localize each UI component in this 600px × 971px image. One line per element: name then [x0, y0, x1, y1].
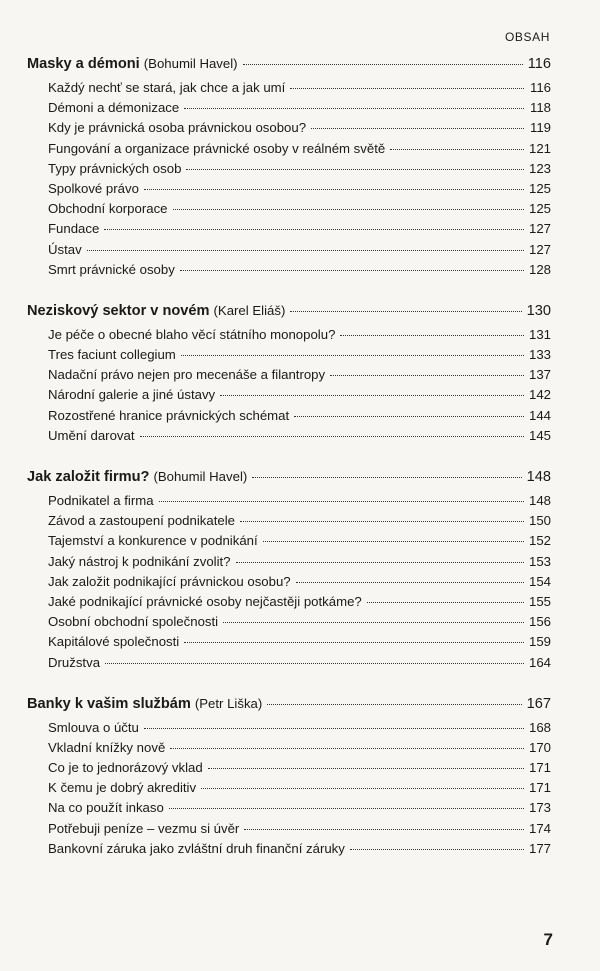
subsection-page-number: 125: [528, 201, 551, 217]
chapter-title: Masky a démoni: [27, 56, 140, 72]
toc-subsection-entry: [48, 841, 551, 861]
dot-leader: [105, 663, 524, 664]
toc-section: [0, 56, 600, 282]
subsection-title: Jaký nástroj k podnikání zvolit?: [48, 553, 231, 569]
subsection-page-number: 148: [528, 493, 551, 508]
toc-chapter-entry: [27, 303, 551, 327]
subsection-page-number: 127: [528, 241, 551, 257]
subsection-page-number: 159: [528, 634, 551, 650]
chapter-page-number: 148: [526, 469, 551, 485]
dot-leader: [184, 642, 524, 643]
toc-subsection-entry: [48, 493, 551, 513]
subsection-title: Tajemství a konkurence v podnikání: [48, 533, 258, 549]
subsection-page-number: 127: [528, 221, 551, 237]
chapter-author: (Bohumil Havel): [153, 469, 248, 484]
chapter-title: Banky k vašim službám: [27, 695, 191, 712]
toc-subsection-entry: [48, 347, 551, 367]
subsection-page-number: 171: [528, 760, 551, 776]
dot-leader: [184, 108, 524, 109]
toc-subsection-entry: [48, 80, 551, 100]
toc-section: [0, 303, 600, 448]
subsection-title: Závod a zastoupení podnikatele: [48, 513, 235, 529]
dot-leader: [340, 335, 524, 336]
toc-subsection-entry: [48, 760, 551, 780]
dot-leader: [243, 64, 523, 65]
toc-subsection-entry: [48, 780, 551, 800]
dot-leader: [267, 704, 521, 705]
toc-subsection-entry: [48, 161, 551, 181]
chapter-author: (Karel Eliáš): [213, 302, 286, 318]
chapter-author: (Petr Liška): [194, 695, 263, 711]
chapter-title: Neziskový sektor v novém: [27, 302, 210, 319]
subsection-page-number: 153: [528, 553, 551, 569]
subsection-title: Každý nechť se stará, jak chce a jak umí: [48, 80, 286, 95]
toc-section: [0, 696, 600, 861]
toc-subsection-entry: [48, 614, 551, 634]
subsection-page-number: 116: [529, 80, 551, 95]
toc-subsection-entry: [48, 740, 551, 760]
subsection-page-number: 170: [528, 739, 551, 755]
dot-leader: [350, 849, 524, 850]
dot-leader: [290, 88, 524, 89]
subsection-title: Umění darovat: [48, 427, 135, 443]
subsection-title: Osobní obchodní společnosti: [48, 614, 219, 630]
subsection-page-number: 137: [528, 367, 551, 383]
toc-subsection-entry: [48, 800, 551, 820]
toc-subsection-entry: [48, 387, 551, 407]
toc-chapter-entry: [27, 56, 551, 80]
dot-leader: [263, 541, 524, 542]
chapter-title: Jak založit firmu?: [27, 469, 150, 485]
toc-chapter-entry: [27, 696, 551, 720]
toc-subsection-entry: [48, 533, 551, 553]
toc-section: [0, 469, 600, 675]
subsection-page-number: 168: [528, 719, 551, 735]
subsection-title: Typy právnických osob: [48, 160, 182, 176]
subsection-page-number: 145: [528, 427, 551, 443]
toc-subsection-entry: [48, 181, 551, 201]
dot-leader: [311, 128, 524, 129]
dot-leader: [104, 229, 524, 230]
subsection-title: Jak založit podnikající právnickou osobu?: [48, 573, 291, 589]
dot-leader: [159, 501, 524, 502]
toc-subsection-entry: [48, 367, 551, 387]
toc-subsection-entry: [48, 655, 551, 675]
dot-leader: [290, 311, 521, 312]
subsection-title: Jaké podnikající právnické osoby nejčastěji potkáme?: [48, 593, 362, 609]
dot-leader: [330, 375, 524, 376]
subsection-page-number: 125: [528, 180, 551, 196]
subsection-page-number: 164: [528, 654, 551, 670]
subsection-title: Nadační právo nejen pro mecenáše a filantropy: [48, 367, 326, 383]
toc-subsection-entry: [48, 428, 551, 448]
toc-subsection-entry: [48, 242, 551, 262]
subsection-page-number: 118: [529, 100, 551, 116]
subsection-page-number: 131: [528, 326, 551, 342]
subsection-title: Vkladní knížky nově: [48, 739, 166, 755]
dot-leader: [367, 602, 524, 603]
subsection-page-number: 156: [528, 614, 551, 630]
toc-subsection-entry: [48, 554, 551, 574]
dot-leader: [144, 189, 524, 190]
toc-subsection-entry: [48, 327, 551, 347]
toc-subsection-entry: [48, 100, 551, 120]
running-head: OBSAH: [504, 30, 550, 44]
subsection-title: Smlouva o účtu: [48, 719, 139, 735]
toc-subsection-entry: [48, 408, 551, 428]
subsection-title: Smrt právnické osoby: [48, 261, 175, 277]
subsection-title: Spolkové právo: [48, 180, 139, 196]
toc-subsection-entry: [48, 141, 551, 161]
dot-leader: [390, 149, 524, 150]
subsection-title: Je péče o obecné blaho věcí státního monopolu?: [48, 326, 336, 342]
dot-leader: [181, 355, 524, 356]
dot-leader: [236, 562, 524, 563]
subsection-page-number: 173: [528, 800, 551, 816]
subsection-page-number: 142: [528, 387, 551, 403]
subsection-title: Potřebuji peníze – vezmu si úvěr: [48, 820, 240, 836]
subsection-title: Ústav: [48, 241, 82, 257]
subsection-page-number: 123: [528, 160, 551, 176]
subsection-page-number: 128: [528, 261, 551, 277]
dot-leader: [180, 270, 524, 271]
dot-leader: [186, 169, 524, 170]
subsection-page-number: 133: [528, 347, 551, 363]
subsection-title: Národní galerie a jiné ústavy: [48, 387, 216, 403]
dot-leader: [170, 748, 524, 749]
subsection-page-number: 177: [528, 840, 551, 856]
dot-leader: [87, 250, 524, 251]
toc-subsection-entry: [48, 574, 551, 594]
subsection-title: Družstva: [48, 654, 101, 670]
dot-leader: [244, 829, 524, 830]
subsection-title: Rozostřené hranice právnických schémat: [48, 407, 290, 423]
toc-subsection-entry: [48, 720, 551, 740]
dot-leader: [294, 416, 524, 417]
chapter-page-number: 116: [527, 56, 551, 72]
subsection-page-number: 152: [528, 533, 551, 549]
subsection-title: Fungování a organizace právnické osoby v reálném světě: [48, 140, 386, 156]
toc-subsection-entry: [48, 513, 551, 533]
subsection-title: Fundace: [48, 221, 100, 237]
subsection-title: Kapitálové společnosti: [48, 634, 180, 650]
subsection-page-number: 174: [528, 820, 551, 836]
subsection-page-number: 121: [528, 140, 551, 156]
subsection-page-number: 171: [528, 780, 551, 796]
subsection-title: Bankovní záruka jako zvláštní druh finanční záruky: [48, 840, 345, 856]
dot-leader: [140, 436, 524, 437]
chapter-page-number: 167: [526, 695, 551, 712]
subsection-title: Obchodní korporace: [48, 201, 168, 217]
subsection-page-number: 119: [529, 120, 551, 136]
toc-subsection-entry: [48, 120, 551, 140]
toc-chapter-entry: [27, 469, 551, 493]
table-of-contents: [0, 56, 600, 882]
dot-leader: [252, 477, 521, 478]
subsection-page-number: 150: [528, 513, 551, 529]
subsection-title: Podnikatel a firma: [48, 493, 154, 508]
dot-leader: [201, 788, 524, 789]
chapter-author: (Bohumil Havel): [143, 56, 238, 71]
subsection-page-number: 155: [528, 593, 551, 609]
subsection-title: K čemu je dobrý akreditiv: [48, 780, 197, 796]
dot-leader: [240, 521, 524, 522]
toc-subsection-entry: [48, 634, 551, 654]
page-number: 7: [543, 930, 553, 949]
subsection-title: Tres faciunt collegium: [48, 347, 176, 363]
dot-leader: [296, 582, 524, 583]
toc-subsection-entry: [48, 221, 551, 241]
subsection-title: Na co použít inkaso: [48, 800, 164, 816]
toc-subsection-entry: [48, 201, 551, 221]
subsection-page-number: 154: [528, 573, 551, 589]
subsection-title: Kdy je právnická osoba právnickou osobou?: [48, 120, 307, 136]
dot-leader: [208, 768, 524, 769]
subsection-title: Démoni a démonizace: [48, 100, 180, 116]
toc-subsection-entry: [48, 821, 551, 841]
dot-leader: [173, 209, 524, 210]
dot-leader: [169, 808, 524, 809]
chapter-page-number: 130: [526, 302, 551, 319]
toc-subsection-entry: [48, 262, 551, 282]
dot-leader: [220, 395, 524, 396]
dot-leader: [223, 622, 524, 623]
dot-leader: [144, 728, 524, 729]
subsection-title: Co je to jednorázový vklad: [48, 760, 203, 776]
subsection-page-number: 144: [528, 407, 551, 423]
toc-subsection-entry: [48, 594, 551, 614]
